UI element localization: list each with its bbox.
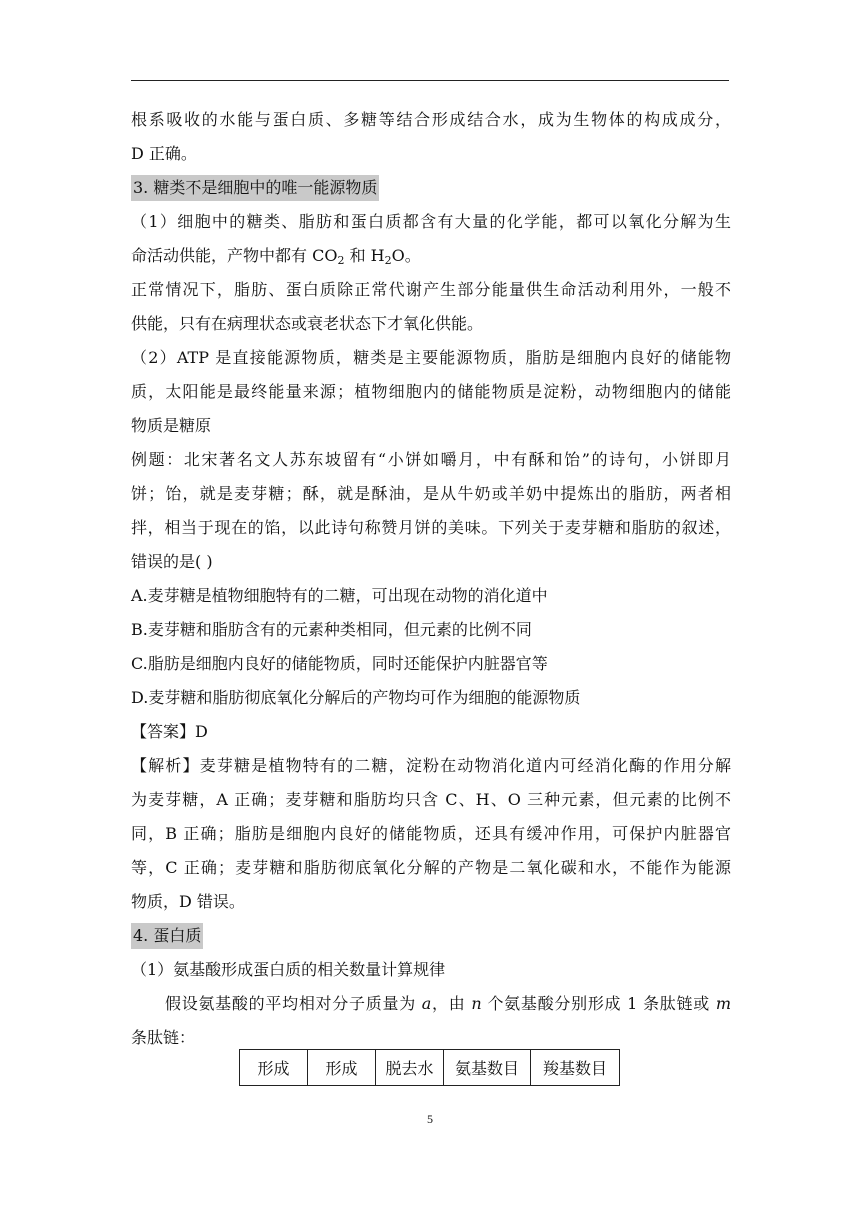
answer-line: 【答案】D bbox=[131, 722, 208, 741]
var-a: a bbox=[421, 994, 432, 1013]
text-line: （1）氨基酸形成蛋白质的相关数量计算规律 bbox=[131, 960, 446, 979]
text-line: 错误的是( ) bbox=[131, 552, 213, 571]
text-line: 正常情况下，脂肪、蛋白质除正常代谢产生部分能量供生命活动利用外，一般不 bbox=[131, 280, 731, 299]
text-line: 拌，相当于现在的馅，以此诗句称赞月饼的美味。下列关于麦芽糖和脂肪的叙述， bbox=[131, 518, 731, 537]
table-header-row bbox=[240, 1050, 620, 1086]
header-rule bbox=[131, 80, 729, 81]
section-heading-text: 4. 蛋白质 bbox=[131, 923, 203, 949]
paragraph-line: 条肽链： bbox=[131, 1028, 196, 1047]
page-number: 5 bbox=[427, 1112, 433, 1126]
paragraph-line: 假设氨基酸的平均相对分子质量为 a，由 n 个氨基酸分别形成 1 条肽链或 m bbox=[165, 994, 731, 1013]
text-line: D 正确。 bbox=[131, 144, 197, 163]
analysis-line: 为麦芽糖，A 正确；麦芽糖和脂肪均只含 C、H、O 三种元素，但元素的比例不 bbox=[131, 790, 731, 809]
analysis-line: 物质，D 错误。 bbox=[131, 892, 245, 911]
table-header-cell: 羧基数目 bbox=[531, 1050, 620, 1086]
table-header-cell: 形成 bbox=[240, 1050, 308, 1086]
analysis-line: 同，B 正确；脂肪是细胞内良好的储能物质，还具有缓冲作用，可保护内脏器官 bbox=[131, 824, 731, 843]
text-line: 供能，只有在病理状态或衰老状态下才氧化供能。 bbox=[131, 314, 484, 333]
table-header-cell: 脱去水 bbox=[376, 1050, 444, 1086]
text-line: 物质是糖原 bbox=[131, 416, 212, 435]
text-line: （2）ATP 是直接能源物质，糖类是主要能源物质，脂肪是细胞内良好的储能物 bbox=[131, 348, 731, 367]
option-b: B.麦芽糖和脂肪含有的元素种类相同，但元素的比例不同 bbox=[131, 620, 532, 639]
table-header-cell: 形成 bbox=[308, 1050, 376, 1086]
document-body bbox=[131, 103, 731, 1055]
option-a: A.麦芽糖是植物细胞特有的二糖，可出现在动物的消化道中 bbox=[131, 586, 548, 605]
formula-line: 命活动供能，产物中都有 $CO_2$ 和 $H_2O$。 bbox=[131, 246, 421, 267]
analysis-line: 【解析】麦芽糖是植物特有的二糖，淀粉在动物消化道内可经消化酶的作用分解 bbox=[131, 756, 731, 775]
option-c: C.脂肪是细胞内良好的储能物质，同时还能保护内脏器官等 bbox=[131, 654, 548, 673]
text-line: 例题：北宋著名文人苏东坡留有“小饼如嚼月，中有酥和饴”的诗句，小饼即月 bbox=[131, 450, 731, 469]
section-heading-4 bbox=[131, 919, 731, 953]
text-line: 根系吸收的水能与蛋白质、多糖等结合形成结合水，成为生物体的构成成分， bbox=[131, 110, 731, 129]
count-table bbox=[239, 1049, 620, 1086]
var-m: m bbox=[715, 994, 731, 1013]
var-n: n bbox=[471, 994, 482, 1013]
section-heading-3 bbox=[131, 171, 731, 205]
text-line: 饼；饴，就是麦芽糖；酥，就是酥油，是从牛奶或羊奶中提炼出的脂肪，两者相 bbox=[131, 484, 731, 503]
text-line: 质，太阳能是最终能量来源；植物细胞内的储能物质是淀粉，动物细胞内的储能 bbox=[131, 382, 731, 401]
section-heading-text: 3. 糖类不是细胞中的唯一能源物质 bbox=[131, 175, 379, 201]
analysis-line: 等，C 正确；麦芽糖和脂肪彻底氧化分解的产物是二氧化碳和水，不能作为能源 bbox=[131, 858, 731, 877]
option-d: D.麦芽糖和脂肪彻底氧化分解后的产物均可作为细胞的能源物质 bbox=[131, 688, 581, 707]
h2o-formula: $H_2O$。 bbox=[370, 246, 421, 267]
table-header-cell: 氨基数目 bbox=[444, 1050, 531, 1086]
text-line: （1）细胞中的糖类、脂肪和蛋白质都含有大量的化学能，都可以氧化分解为生 bbox=[131, 212, 731, 231]
co2-formula: $CO_2$ bbox=[312, 246, 345, 267]
